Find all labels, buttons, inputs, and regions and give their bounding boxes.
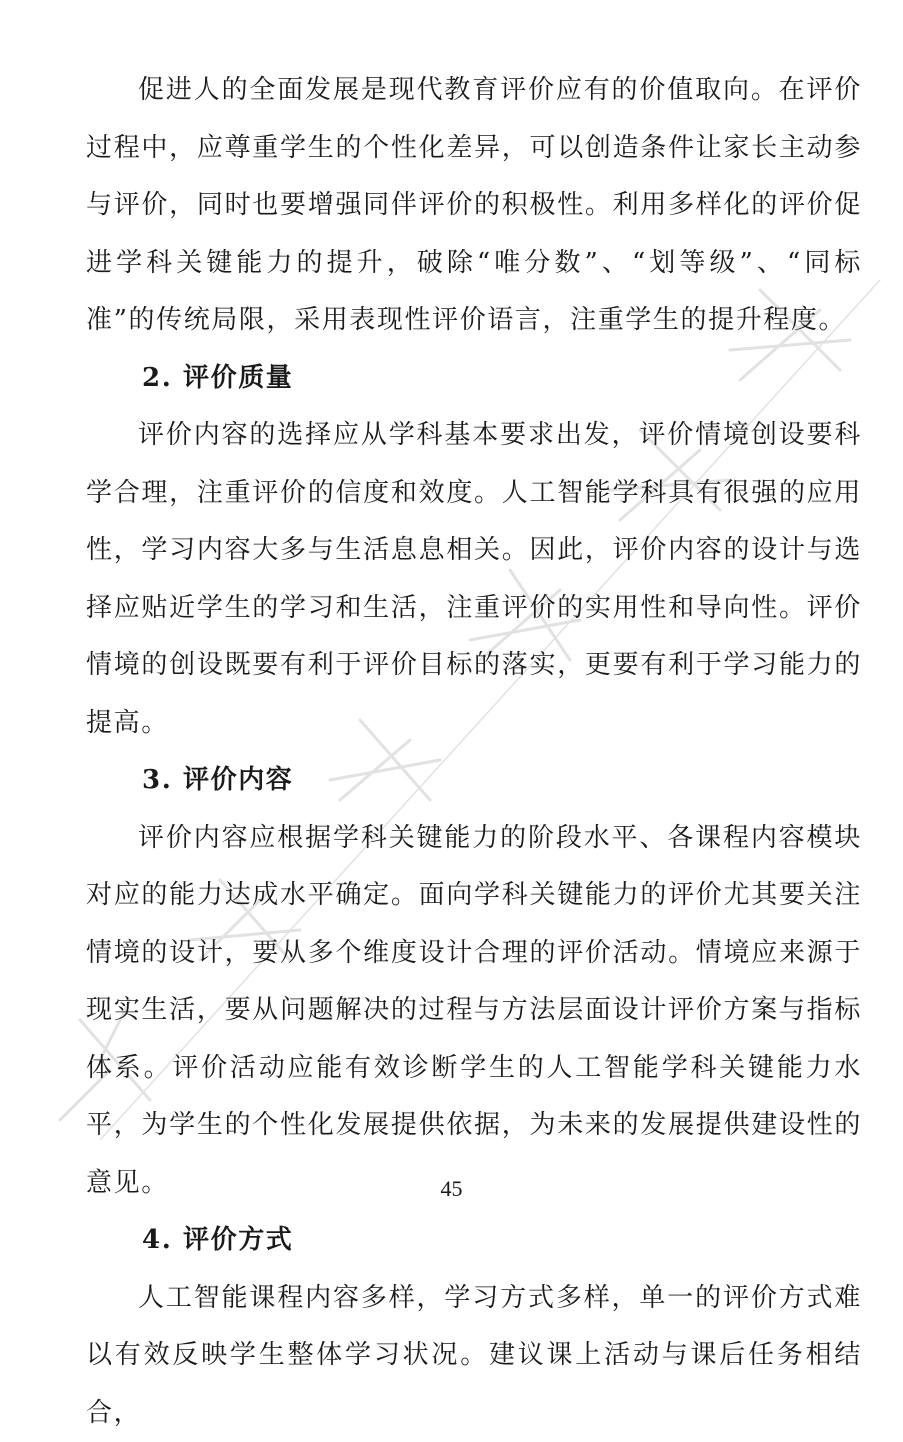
heading-evaluation-method: 4. 评价方式 — [86, 1212, 862, 1270]
evaluation-method-paragraph: 人工智能课程内容多样，学习方式多样，单一的评价方式难以有效反映学生整体学习状况。建议课上活动与课后任务相结合， — [86, 1270, 862, 1442]
body-text — [86, 62, 862, 1442]
heading-evaluation-content: 3. 评价内容 — [86, 752, 862, 810]
evaluation-quality-paragraph: 评价内容的选择应从学科基本要求出发，评价情境创设要科学合理，注重评价的信度和效度。人工智能学科具有很强的应用性，学习内容大多与生活息息相关。因此，评价内容的设计与选择应贴近学生的学习和生活，注重评价的实用性和导向性。评价情境的创设既要有利于评价目标的落实，更要有利于学习能力的提高。 — [86, 407, 862, 752]
evaluation-content-paragraph: 评价内容应根据学科关键能力的阶段水平、各课程内容模块对应的能力达成水平确定。面向学科关键能力的评价尤其要关注情境的设计，要从多个维度设计合理的评价活动。情境应来源于现实生活，要从问题解决的过程与方法层面设计评价方案与指标体系。评价活动应能有效诊断学生的人工智能学科关键能力水平，为学生的个性化发展提供依据，为未来的发展提供建设性的意见。 — [86, 810, 862, 1213]
page-number: 45 — [0, 1176, 903, 1202]
intro-paragraph: 促进人的全面发展是现代教育评价应有的价值取向。在评价过程中，应尊重学生的个性化差异，可以创造条件让家长主动参与评价，同时也要增强同伴评价的积极性。利用多样化的评价促进学科关键能力的提升，破除“唯分数”、“划等级”、“同标准”的传统局限，采用表现性评价语言，注重学生的提升程度。 — [86, 62, 862, 350]
heading-evaluation-quality: 2. 评价质量 — [86, 350, 862, 408]
